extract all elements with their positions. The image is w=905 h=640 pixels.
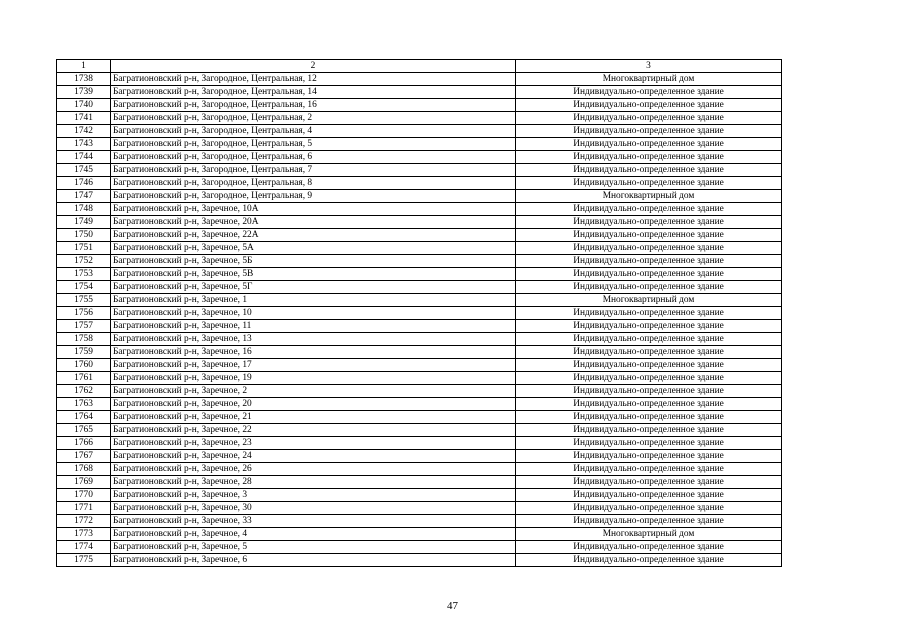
table-row — [57, 190, 782, 203]
row-address: Багратионовский р-н, Заречное, 1 — [111, 294, 516, 307]
row-address: Багратионовский р-н, Заречное, 16 — [111, 346, 516, 359]
row-number: 1754 — [57, 281, 111, 294]
row-building-type: Индивидуально-определенное здание — [516, 164, 782, 177]
row-building-type: Индивидуально-определенное здание — [516, 99, 782, 112]
table-row — [57, 463, 782, 476]
registry-body — [57, 60, 782, 567]
row-number: 1774 — [57, 541, 111, 554]
row-address: Багратионовский р-н, Заречное, 13 — [111, 333, 516, 346]
row-address: Багратионовский р-н, Заречное, 19 — [111, 372, 516, 385]
row-address: Багратионовский р-н, Загородное, Центральная, 5 — [111, 138, 516, 151]
row-address: Багратионовский р-н, Заречное, 5А — [111, 242, 516, 255]
header-col-2: 2 — [111, 60, 516, 73]
row-address: Багратионовский р-н, Заречное, 24 — [111, 450, 516, 463]
row-number: 1747 — [57, 190, 111, 203]
row-address: Багратионовский р-н, Загородное, Центральная, 7 — [111, 164, 516, 177]
header-row — [57, 60, 782, 73]
row-number: 1770 — [57, 489, 111, 502]
row-building-type: Индивидуально-определенное здание — [516, 151, 782, 164]
row-address: Багратионовский р-н, Заречное, 20А — [111, 216, 516, 229]
row-building-type: Индивидуально-определенное здание — [516, 372, 782, 385]
row-number: 1769 — [57, 476, 111, 489]
row-number: 1745 — [57, 164, 111, 177]
row-number: 1760 — [57, 359, 111, 372]
row-number: 1775 — [57, 554, 111, 567]
row-building-type: Индивидуально-определенное здание — [516, 125, 782, 138]
row-building-type: Индивидуально-определенное здание — [516, 229, 782, 242]
row-building-type: Индивидуально-определенное здание — [516, 333, 782, 346]
row-address: Багратионовский р-н, Заречное, 22 — [111, 424, 516, 437]
row-address: Багратионовский р-н, Загородное, Центральная, 16 — [111, 99, 516, 112]
row-number: 1761 — [57, 372, 111, 385]
row-number: 1749 — [57, 216, 111, 229]
row-building-type: Индивидуально-определенное здание — [516, 476, 782, 489]
row-building-type: Многоквартирный дом — [516, 294, 782, 307]
row-number: 1772 — [57, 515, 111, 528]
row-address: Багратионовский р-н, Заречное, 5В — [111, 268, 516, 281]
row-building-type: Индивидуально-определенное здание — [516, 359, 782, 372]
table-row — [57, 99, 782, 112]
row-number: 1755 — [57, 294, 111, 307]
row-number: 1771 — [57, 502, 111, 515]
row-address: Багратионовский р-н, Заречное, 10А — [111, 203, 516, 216]
table-row — [57, 398, 782, 411]
row-number: 1764 — [57, 411, 111, 424]
row-building-type: Индивидуально-определенное здание — [516, 489, 782, 502]
row-address: Багратионовский р-н, Загородное, Центральная, 12 — [111, 73, 516, 86]
row-number: 1763 — [57, 398, 111, 411]
row-address: Багратионовский р-н, Заречное, 33 — [111, 515, 516, 528]
row-number: 1746 — [57, 177, 111, 190]
row-building-type: Индивидуально-определенное здание — [516, 424, 782, 437]
row-building-type: Индивидуально-определенное здание — [516, 242, 782, 255]
row-building-type: Индивидуально-определенное здание — [516, 541, 782, 554]
row-building-type: Индивидуально-определенное здание — [516, 411, 782, 424]
table-row — [57, 203, 782, 216]
table-row — [57, 385, 782, 398]
row-address: Багратионовский р-н, Заречное, 6 — [111, 554, 516, 567]
table-row — [57, 164, 782, 177]
row-number: 1743 — [57, 138, 111, 151]
row-number: 1739 — [57, 86, 111, 99]
row-building-type: Индивидуально-определенное здание — [516, 281, 782, 294]
row-address: Багратионовский р-н, Заречное, 20 — [111, 398, 516, 411]
header-col-3: 3 — [516, 60, 782, 73]
table-row — [57, 177, 782, 190]
row-number: 1756 — [57, 307, 111, 320]
table-row — [57, 86, 782, 99]
table-row — [57, 255, 782, 268]
table-row — [57, 424, 782, 437]
row-address: Багратионовский р-н, Заречное, 23 — [111, 437, 516, 450]
row-building-type: Индивидуально-определенное здание — [516, 320, 782, 333]
row-address: Багратионовский р-н, Заречное, 2 — [111, 385, 516, 398]
row-address: Багратионовский р-н, Загородное, Центральная, 14 — [111, 86, 516, 99]
row-building-type: Индивидуально-определенное здание — [516, 255, 782, 268]
row-number: 1773 — [57, 528, 111, 541]
row-building-type: Индивидуально-определенное здание — [516, 398, 782, 411]
table-row — [57, 112, 782, 125]
table-row — [57, 307, 782, 320]
row-number: 1753 — [57, 268, 111, 281]
table-row — [57, 229, 782, 242]
table-row — [57, 73, 782, 86]
table-row — [57, 333, 782, 346]
row-number: 1759 — [57, 346, 111, 359]
row-building-type: Индивидуально-определенное здание — [516, 437, 782, 450]
table-row — [57, 541, 782, 554]
table-row — [57, 151, 782, 164]
row-building-type: Индивидуально-определенное здание — [516, 515, 782, 528]
row-address: Багратионовский р-н, Заречное, 22А — [111, 229, 516, 242]
row-number: 1767 — [57, 450, 111, 463]
row-address: Багратионовский р-н, Заречное, 17 — [111, 359, 516, 372]
row-address: Багратионовский р-н, Загородное, Центральная, 9 — [111, 190, 516, 203]
row-address: Багратионовский р-н, Заречное, 30 — [111, 502, 516, 515]
row-address: Багратионовский р-н, Заречное, 5Б — [111, 255, 516, 268]
row-building-type: Индивидуально-определенное здание — [516, 554, 782, 567]
table-row — [57, 125, 782, 138]
row-number: 1741 — [57, 112, 111, 125]
table-row — [57, 216, 782, 229]
table-row — [57, 515, 782, 528]
row-number: 1765 — [57, 424, 111, 437]
row-number: 1752 — [57, 255, 111, 268]
table-row — [57, 268, 782, 281]
table-row — [57, 450, 782, 463]
table-row — [57, 411, 782, 424]
row-number: 1750 — [57, 229, 111, 242]
row-building-type: Индивидуально-определенное здание — [516, 112, 782, 125]
table-row — [57, 359, 782, 372]
page-number: 47 — [447, 600, 458, 612]
table-row — [57, 476, 782, 489]
row-number: 1762 — [57, 385, 111, 398]
table-row — [57, 138, 782, 151]
row-building-type: Индивидуально-определенное здание — [516, 216, 782, 229]
header-col-1: 1 — [57, 60, 111, 73]
row-number: 1742 — [57, 125, 111, 138]
table-row — [57, 320, 782, 333]
row-building-type: Индивидуально-определенное здание — [516, 346, 782, 359]
row-number: 1768 — [57, 463, 111, 476]
row-number: 1751 — [57, 242, 111, 255]
row-building-type: Индивидуально-определенное здание — [516, 138, 782, 151]
row-address: Багратионовский р-н, Загородное, Центральная, 4 — [111, 125, 516, 138]
row-address: Багратионовский р-н, Заречное, 5Г — [111, 281, 516, 294]
row-address: Багратионовский р-н, Заречное, 10 — [111, 307, 516, 320]
row-address: Багратионовский р-н, Заречное, 28 — [111, 476, 516, 489]
table-row — [57, 489, 782, 502]
row-number: 1748 — [57, 203, 111, 216]
table-row — [57, 294, 782, 307]
row-address: Багратионовский р-н, Заречное, 21 — [111, 411, 516, 424]
row-building-type: Индивидуально-определенное здание — [516, 203, 782, 216]
row-address: Багратионовский р-н, Заречное, 11 — [111, 320, 516, 333]
row-address: Багратионовский р-н, Загородное, Центральная, 2 — [111, 112, 516, 125]
row-building-type: Многоквартирный дом — [516, 190, 782, 203]
row-address: Багратионовский р-н, Заречное, 26 — [111, 463, 516, 476]
table-row — [57, 502, 782, 515]
row-building-type: Индивидуально-определенное здание — [516, 502, 782, 515]
row-number: 1744 — [57, 151, 111, 164]
row-address: Багратионовский р-н, Загородное, Центральная, 8 — [111, 177, 516, 190]
row-address: Багратионовский р-н, Заречное, 3 — [111, 489, 516, 502]
table-row — [57, 346, 782, 359]
table-row — [57, 281, 782, 294]
row-address: Багратионовский р-н, Загородное, Центральная, 6 — [111, 151, 516, 164]
registry-table — [56, 59, 782, 567]
row-building-type: Индивидуально-определенное здание — [516, 385, 782, 398]
row-building-type: Индивидуально-определенное здание — [516, 307, 782, 320]
row-building-type: Индивидуально-определенное здание — [516, 268, 782, 281]
row-number: 1757 — [57, 320, 111, 333]
table-row — [57, 372, 782, 385]
row-building-type: Многоквартирный дом — [516, 73, 782, 86]
row-number: 1738 — [57, 73, 111, 86]
row-address: Багратионовский р-н, Заречное, 4 — [111, 528, 516, 541]
row-building-type: Многоквартирный дом — [516, 528, 782, 541]
row-building-type: Индивидуально-определенное здание — [516, 463, 782, 476]
row-building-type: Индивидуально-определенное здание — [516, 450, 782, 463]
row-building-type: Индивидуально-определенное здание — [516, 86, 782, 99]
table-row — [57, 437, 782, 450]
row-number: 1766 — [57, 437, 111, 450]
row-number: 1758 — [57, 333, 111, 346]
table-row — [57, 554, 782, 567]
row-address: Багратионовский р-н, Заречное, 5 — [111, 541, 516, 554]
row-number: 1740 — [57, 99, 111, 112]
row-building-type: Индивидуально-определенное здание — [516, 177, 782, 190]
table-row — [57, 528, 782, 541]
table-row — [57, 242, 782, 255]
